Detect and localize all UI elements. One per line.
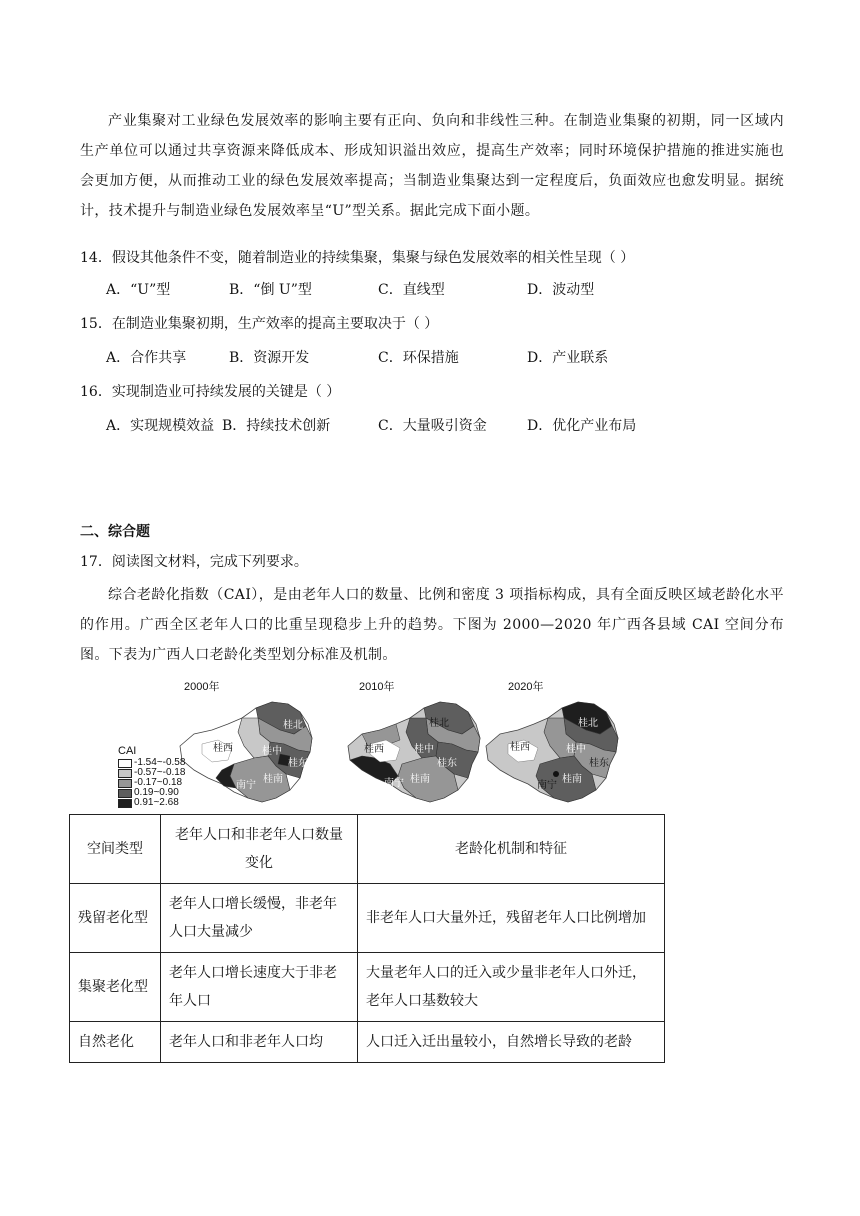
map-year-2010: 2010年 [359, 681, 395, 693]
map-year-2000: 2000年 [184, 681, 220, 693]
map-year-2020: 2020年 [508, 681, 544, 693]
legend-label: 0.91~2.68 [134, 797, 179, 808]
map2000-label-nanning: 南宁 [236, 780, 256, 791]
map2010-label-guizhong: 桂中 [414, 744, 434, 755]
table-cell: 非老年人口大量外迁，残留老年人口比例增加 [358, 884, 665, 953]
map2000-label-guinan: 桂南 [263, 774, 283, 785]
question-17-stem: 17．阅读图文材料，完成下列要求。 [80, 554, 308, 570]
q14-option-b[interactable]: B．“倒 U”型 [229, 282, 312, 298]
legend-label: -0.57~-0.18 [134, 767, 186, 778]
map-2000 [172, 694, 322, 812]
map-2020 [478, 694, 628, 812]
map2000-label-guizhong: 桂中 [262, 746, 282, 757]
table-row [70, 884, 665, 953]
table-header-cell: 老年人口和非老年人口数量变化 [161, 815, 358, 884]
map2010-label-guidong: 桂东 [437, 758, 457, 769]
table-cell: 集聚老化型 [70, 953, 161, 1022]
map2020-label-nanning: 南宁 [537, 780, 557, 791]
map2020-label-guizhong: 桂中 [566, 744, 586, 755]
table-cell: 残留老化型 [70, 884, 161, 953]
map2010-label-nanning: 南宁 [384, 778, 404, 789]
intro-paragraph: 产业集聚对工业绿色发展效率的影响主要有正向、负向和非线性三种。在制造业集聚的初期，同一区域内生产单位可以通过共享资源来降低成本、形成知识溢出效应，提高生产效率；同时环境保护措施的推进实施也会更加方便，从而推动工业的绿色发展效率提高；当制造业集聚达到一定程度后，负面效应也愈发明显。据统计，技术提升与制造业绿色发展效率呈“U”型关系。据此完成下面小题。 [80, 113, 784, 219]
q16-option-c[interactable]: C．大量吸引资金 [378, 418, 487, 434]
q15-option-b[interactable]: B．资源开发 [229, 350, 310, 366]
legend-swatch [118, 799, 132, 808]
table-cell: 老年人口增长速度大于非老年人口 [161, 953, 358, 1022]
aging-type-table [69, 814, 665, 1063]
table-row [70, 953, 665, 1022]
map2000-label-guibei: 桂北 [283, 720, 303, 731]
question-14-stem: 14．假设其他条件不变，随着制造业的持续集聚，集聚与绿色发展效率的相关性呈现（ ） [80, 250, 635, 266]
q15-option-a[interactable]: A．合作共享 [106, 350, 187, 366]
legend-label: -0.17~0.18 [134, 777, 183, 788]
section-title: 二、综合题 [80, 524, 150, 540]
legend-title: CAI [118, 745, 137, 757]
map2020-label-guidong: 桂东 [589, 758, 609, 769]
q15-option-d[interactable]: D．产业联系 [527, 350, 609, 366]
legend-row [118, 798, 185, 808]
table-header-cell: 老龄化机制和特征 [358, 815, 665, 884]
q16-option-b[interactable]: B．持续技术创新 [222, 418, 331, 434]
legend-swatch [118, 789, 132, 798]
q14-option-c[interactable]: C．直线型 [378, 282, 445, 298]
q14-option-d[interactable]: D．波动型 [527, 282, 595, 298]
table-cell: 人口迁入迁出量较小，自然增长导致的老龄 [358, 1022, 665, 1063]
q16-option-d[interactable]: D．优化产业布局 [527, 418, 637, 434]
map2000-label-guidong: 桂东 [288, 758, 308, 769]
table-header-row [70, 815, 665, 884]
q17-paragraph: 综合老龄化指数（CAI），是由老年人口的数量、比例和密度 3 项指标构成，具有全面反映区域老龄化水平的作用。广西全区老年人口的比重呈现稳步上升的趋势。下图为 2000—2020 年广西各县域 CAI 空间分布图。下表为广西人口老龄化类型划分标准及机制。 [80, 587, 784, 663]
map2020-label-guibei: 桂北 [578, 718, 598, 729]
table-cell: 大量老年人口的迁入或少量非老年人口外迁，老年人口基数较大 [358, 953, 665, 1022]
map2000-label-guixi: 桂西 [213, 743, 233, 754]
q16-option-a[interactable]: A．实现规模效益 [106, 418, 215, 434]
map2010-label-guixi: 桂西 [364, 744, 384, 755]
q15-option-c[interactable]: C．环保措施 [378, 350, 459, 366]
q14-option-a[interactable]: A．“U”型 [106, 282, 171, 298]
table-cell: 老年人口增长缓慢，非老年人口大量减少 [161, 884, 358, 953]
map2010-label-guibei: 桂北 [429, 718, 449, 729]
question-16-stem: 16．实现制造业可持续发展的关键是（ ） [80, 384, 341, 400]
legend-label: -1.54~-0.58 [134, 757, 186, 768]
legend-label: 0.19~0.90 [134, 787, 179, 798]
cai-legend [118, 745, 185, 808]
legend-swatch [118, 759, 132, 768]
legend-swatch [118, 769, 132, 778]
map2020-label-guinan: 桂南 [562, 774, 582, 785]
table-cell: 老年人口和非老年人口均 [161, 1022, 358, 1063]
map2020-label-guixi: 桂西 [510, 742, 530, 753]
question-15-stem: 15．在制造业集聚初期，生产效率的提高主要取决于（ ） [80, 316, 439, 332]
legend-swatch [118, 779, 132, 788]
map2010-label-guinan: 桂南 [410, 774, 430, 785]
table-header-cell: 空间类型 [70, 815, 161, 884]
table-row [70, 1022, 665, 1063]
table-cell: 自然老化 [70, 1022, 161, 1063]
